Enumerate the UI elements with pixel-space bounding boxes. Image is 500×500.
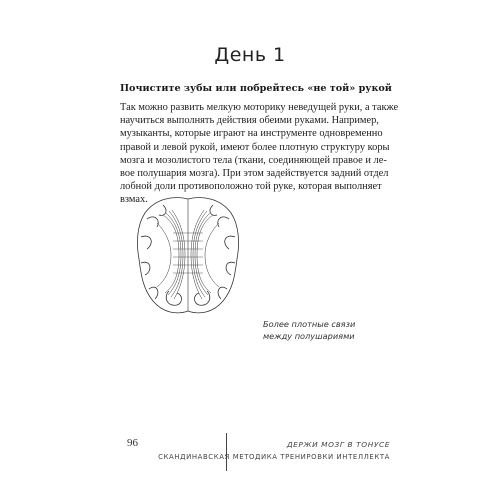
body-line: мозга и мозолистого тела (ткани, соединяющей правое и ле- — [120, 154, 387, 166]
body-line: правой и левой рукой, имеют более плотную структуру коры — [120, 141, 390, 153]
body-line: Так можно развить мелкую моторику неведущей руки, а также — [120, 102, 399, 113]
caption-line: Более плотные связи — [263, 319, 356, 329]
body-line: музыканты, которые играют на инструменте одновременно — [120, 128, 383, 140]
body-line: вое полушария мозга). При этом задействуется задний отдел — [120, 168, 389, 180]
body-line: лобной доли противоположно той руке, которая выполняет — [120, 181, 382, 193]
body-line: научиться выполнять действия обеими руками. Например, — [120, 115, 379, 127]
book-title: ДЕРЖИ МОЗГ В ТОНУСЕ — [286, 440, 390, 449]
book-subtitle: СКАНДИНАВСКАЯ МЕТОДИКА ТРЕНИРОВКИ ИНТЕЛЛЕКТА — [158, 453, 390, 461]
exercise-heading: Почистите зубы или побрейтесь «не той» рукой — [120, 83, 392, 94]
footer-divider — [226, 433, 227, 471]
figure-caption — [263, 318, 355, 342]
brain-gyri-right — [210, 205, 235, 299]
chapter-title: День 1 — [214, 44, 286, 66]
caption-line: между полушариями — [263, 331, 355, 341]
exercise-body — [120, 101, 399, 207]
brain-gyri-left — [141, 205, 166, 299]
brain-illustration — [133, 193, 243, 318]
body-line: взмах. — [120, 194, 148, 206]
page-number: 96 — [127, 437, 138, 449]
